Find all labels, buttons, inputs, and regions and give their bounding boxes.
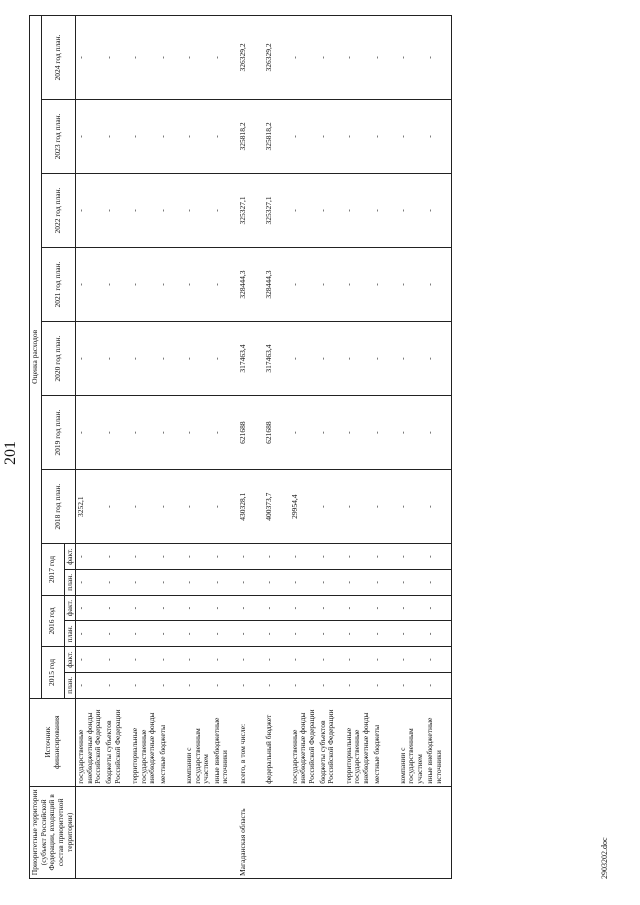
value-cell: -: [184, 16, 212, 100]
value-cell: -: [104, 544, 130, 570]
value-cell: -: [104, 672, 130, 698]
value-cell: -: [76, 621, 104, 647]
value-cell: -: [76, 173, 104, 247]
value-cell: -: [318, 470, 344, 544]
source-cell: бюджеты субъектов Российской Федерации: [104, 698, 130, 786]
value-cell: -: [212, 248, 238, 322]
value-cell: -: [184, 99, 212, 173]
value-cell: -: [372, 647, 398, 673]
table-body: [76, 16, 452, 879]
value-cell: -: [318, 621, 344, 647]
value-cell: -: [104, 99, 130, 173]
table-row: [290, 16, 318, 879]
header-year-2020: 2020 год план.: [41, 322, 76, 396]
value-cell: -: [398, 248, 426, 322]
value-cell: -: [238, 595, 264, 621]
value-cell: -: [290, 248, 318, 322]
territory-cell: [264, 786, 290, 878]
value-cell: -: [372, 322, 398, 396]
value-cell: -: [344, 595, 372, 621]
value-cell: 326329,2: [238, 16, 264, 100]
value-cell: -: [130, 647, 158, 673]
value-cell: -: [372, 621, 398, 647]
value-cell: -: [130, 672, 158, 698]
value-cell: -: [158, 621, 184, 647]
value-cell: -: [290, 595, 318, 621]
value-cell: -: [318, 99, 344, 173]
territory-cell: [318, 786, 344, 878]
value-cell: -: [290, 99, 318, 173]
value-cell: -: [104, 470, 130, 544]
value-cell: -: [290, 647, 318, 673]
header-year-2022: 2022 год план.: [41, 173, 76, 247]
header-2015-fact: факт.: [64, 647, 76, 673]
value-cell: -: [212, 621, 238, 647]
header-year-2023: 2023 год план.: [41, 99, 76, 173]
value-cell: -: [290, 544, 318, 570]
value-cell: -: [372, 470, 398, 544]
value-cell: -: [158, 173, 184, 247]
value-cell: -: [104, 396, 130, 470]
value-cell: -: [184, 396, 212, 470]
value-cell: -: [76, 595, 104, 621]
value-cell: -: [130, 173, 158, 247]
value-cell: -: [372, 672, 398, 698]
header-2017-fact: факт.: [64, 544, 76, 570]
value-cell: -: [184, 248, 212, 322]
value-cell: -: [398, 672, 426, 698]
value-cell: -: [344, 99, 372, 173]
value-cell: -: [104, 173, 130, 247]
territory-cell: [290, 786, 318, 878]
value-cell: 328444,3: [264, 248, 290, 322]
value-cell: -: [398, 173, 426, 247]
header-year-2016: 2016 год: [41, 595, 64, 647]
value-cell: -: [212, 569, 238, 595]
value-cell: 325327,1: [264, 173, 290, 247]
value-cell: -: [158, 396, 184, 470]
value-cell: -: [425, 16, 452, 100]
value-cell: -: [318, 672, 344, 698]
table-row: [130, 16, 158, 879]
value-cell: -: [290, 672, 318, 698]
value-cell: 326329,2: [264, 16, 290, 100]
value-cell: 328444,3: [238, 248, 264, 322]
source-cell: иные внебюджетные источники: [425, 698, 452, 786]
value-cell: -: [104, 647, 130, 673]
value-cell: -: [104, 322, 130, 396]
value-cell: -: [130, 569, 158, 595]
value-cell: -: [398, 396, 426, 470]
table-row: [344, 16, 372, 879]
table-row: [76, 16, 104, 879]
value-cell: -: [318, 569, 344, 595]
source-cell: всего, в том числе:: [238, 698, 264, 786]
value-cell: -: [318, 544, 344, 570]
table-row: [104, 16, 130, 879]
value-cell: -: [290, 16, 318, 100]
value-cell: -: [76, 672, 104, 698]
header-year-2024: 2024 год план.: [41, 16, 76, 100]
value-cell: -: [398, 569, 426, 595]
header-2015-plan: план.: [64, 672, 76, 698]
value-cell: -: [372, 99, 398, 173]
table-header: [30, 16, 76, 879]
value-cell: -: [425, 173, 452, 247]
value-cell: -: [130, 470, 158, 544]
territory-cell: [425, 786, 452, 878]
value-cell: -: [264, 544, 290, 570]
value-cell: -: [184, 647, 212, 673]
header-territory: Приоритетные территории (субъект Российской Федерации, входящий в состав приоритетной территории): [30, 786, 76, 878]
value-cell: 317463,4: [238, 322, 264, 396]
value-cell: -: [344, 544, 372, 570]
page-number: 201: [2, 441, 19, 465]
value-cell: -: [425, 621, 452, 647]
value-cell: -: [212, 672, 238, 698]
value-cell: -: [184, 621, 212, 647]
territory-cell: [398, 786, 426, 878]
value-cell: -: [344, 322, 372, 396]
territory-cell: [158, 786, 184, 878]
value-cell: -: [184, 672, 212, 698]
table-row: [158, 16, 184, 879]
value-cell: -: [264, 621, 290, 647]
value-cell: -: [318, 173, 344, 247]
value-cell: -: [425, 396, 452, 470]
header-estimate: Оценка расходов: [30, 16, 42, 699]
value-cell: -: [344, 470, 372, 544]
value-cell: -: [264, 647, 290, 673]
document-code: 2903202.doc: [600, 837, 609, 879]
source-cell: местные бюджеты: [372, 698, 398, 786]
value-cell: -: [344, 173, 372, 247]
territory-cell: [104, 786, 130, 878]
source-cell: территориальные государственные внебюджетные фонды: [130, 698, 158, 786]
value-cell: 400373,7: [264, 470, 290, 544]
table-row: [184, 16, 212, 879]
value-cell: -: [318, 16, 344, 100]
table-row: [212, 16, 238, 879]
value-cell: -: [398, 470, 426, 544]
table-row: [238, 16, 264, 879]
value-cell: -: [130, 595, 158, 621]
source-cell: компании с государственным участием: [398, 698, 426, 786]
table-row: [264, 16, 290, 879]
value-cell: -: [372, 569, 398, 595]
value-cell: -: [212, 16, 238, 100]
value-cell: -: [264, 569, 290, 595]
source-cell: местные бюджеты: [158, 698, 184, 786]
value-cell: 430328,1: [238, 470, 264, 544]
header-year-2015: 2015 год: [41, 647, 64, 699]
value-cell: -: [238, 647, 264, 673]
value-cell: -: [344, 672, 372, 698]
value-cell: -: [425, 544, 452, 570]
value-cell: -: [104, 595, 130, 621]
territory-cell: [130, 786, 158, 878]
value-cell: -: [104, 248, 130, 322]
territory-cell: [344, 786, 372, 878]
value-cell: -: [76, 322, 104, 396]
value-cell: -: [158, 248, 184, 322]
value-cell: -: [318, 647, 344, 673]
value-cell: -: [158, 595, 184, 621]
table-row: [372, 16, 398, 879]
value-cell: -: [372, 544, 398, 570]
source-cell: государственные внебюджетные фонды Российской Федерации: [76, 698, 104, 786]
source-cell: территориальные государственные внебюджетные фонды: [344, 698, 372, 786]
value-cell: 621688: [238, 396, 264, 470]
value-cell: -: [425, 248, 452, 322]
value-cell: -: [425, 322, 452, 396]
value-cell: -: [76, 248, 104, 322]
value-cell: -: [238, 544, 264, 570]
value-cell: -: [425, 569, 452, 595]
value-cell: -: [290, 322, 318, 396]
territory-cell: [372, 786, 398, 878]
source-cell: государственные внебюджетные фонды Российской Федерации: [290, 698, 318, 786]
value-cell: 325327,1: [238, 173, 264, 247]
value-cell: -: [130, 396, 158, 470]
value-cell: -: [372, 396, 398, 470]
value-cell: -: [158, 569, 184, 595]
value-cell: -: [76, 99, 104, 173]
value-cell: -: [212, 99, 238, 173]
territory-cell: Магаданская область: [238, 786, 264, 878]
value-cell: -: [76, 647, 104, 673]
value-cell: -: [372, 248, 398, 322]
value-cell: -: [344, 569, 372, 595]
value-cell: -: [425, 99, 452, 173]
value-cell: -: [184, 173, 212, 247]
value-cell: -: [264, 672, 290, 698]
header-year-2021: 2021 год план.: [41, 248, 76, 322]
value-cell: 325818,2: [238, 99, 264, 173]
source-cell: иные внебюджетные источники: [212, 698, 238, 786]
value-cell: -: [158, 470, 184, 544]
value-cell: -: [372, 16, 398, 100]
value-cell: -: [212, 595, 238, 621]
value-cell: 29954,4: [290, 470, 318, 544]
value-cell: -: [264, 595, 290, 621]
value-cell: -: [398, 322, 426, 396]
value-cell: -: [238, 672, 264, 698]
value-cell: -: [344, 621, 372, 647]
value-cell: -: [158, 544, 184, 570]
value-cell: -: [398, 647, 426, 673]
value-cell: -: [212, 544, 238, 570]
value-cell: -: [212, 396, 238, 470]
value-cell: -: [398, 99, 426, 173]
value-cell: -: [212, 173, 238, 247]
value-cell: -: [238, 621, 264, 647]
value-cell: -: [76, 544, 104, 570]
value-cell: -: [104, 569, 130, 595]
value-cell: -: [212, 647, 238, 673]
value-cell: -: [238, 569, 264, 595]
value-cell: -: [344, 647, 372, 673]
value-cell: -: [130, 621, 158, 647]
value-cell: -: [212, 470, 238, 544]
territory-cell: [212, 786, 238, 878]
value-cell: -: [318, 595, 344, 621]
value-cell: -: [158, 99, 184, 173]
value-cell: -: [158, 647, 184, 673]
value-cell: 325818,2: [264, 99, 290, 173]
value-cell: -: [184, 322, 212, 396]
header-year-2017: 2017 год: [41, 544, 64, 596]
territory-cell: [76, 786, 104, 878]
territory-cell: [184, 786, 212, 878]
value-cell: -: [290, 396, 318, 470]
value-cell: -: [344, 248, 372, 322]
value-cell: 621688: [264, 396, 290, 470]
value-cell: -: [130, 248, 158, 322]
value-cell: -: [212, 322, 238, 396]
header-2016-fact: факт.: [64, 595, 76, 621]
value-cell: -: [398, 544, 426, 570]
value-cell: -: [184, 544, 212, 570]
header-2017-plan: план.: [64, 569, 76, 595]
value-cell: -: [425, 595, 452, 621]
table-row: [398, 16, 426, 879]
header-2016-plan: план.: [64, 621, 76, 647]
value-cell: -: [290, 621, 318, 647]
value-cell: -: [130, 322, 158, 396]
value-cell: -: [318, 248, 344, 322]
value-cell: -: [290, 173, 318, 247]
value-cell: 3252,1: [76, 470, 104, 544]
value-cell: -: [184, 595, 212, 621]
value-cell: -: [372, 173, 398, 247]
value-cell: -: [398, 621, 426, 647]
value-cell: -: [318, 396, 344, 470]
value-cell: -: [184, 569, 212, 595]
value-cell: -: [130, 99, 158, 173]
value-cell: -: [184, 470, 212, 544]
value-cell: -: [318, 322, 344, 396]
value-cell: -: [425, 470, 452, 544]
value-cell: -: [76, 16, 104, 100]
source-cell: бюджеты субъектов Российской Федерации: [318, 698, 344, 786]
source-cell: федеральный бюджет: [264, 698, 290, 786]
header-year-2018: 2018 год план.: [41, 470, 76, 544]
expenditure-table: [29, 15, 452, 879]
value-cell: 317463,4: [264, 322, 290, 396]
value-cell: -: [372, 595, 398, 621]
source-cell: компании с государственным участием: [184, 698, 212, 786]
table-row: [318, 16, 344, 879]
header-year-2019: 2019 год план.: [41, 396, 76, 470]
value-cell: -: [425, 672, 452, 698]
value-cell: -: [398, 595, 426, 621]
table-row: [425, 16, 452, 879]
value-cell: -: [130, 16, 158, 100]
value-cell: -: [344, 396, 372, 470]
value-cell: -: [76, 396, 104, 470]
value-cell: -: [158, 16, 184, 100]
value-cell: -: [344, 16, 372, 100]
value-cell: -: [104, 16, 130, 100]
value-cell: -: [158, 322, 184, 396]
value-cell: -: [425, 647, 452, 673]
value-cell: -: [290, 569, 318, 595]
header-source: Источник финансирования: [30, 698, 76, 786]
value-cell: -: [76, 569, 104, 595]
value-cell: -: [398, 16, 426, 100]
value-cell: -: [158, 672, 184, 698]
value-cell: -: [130, 544, 158, 570]
value-cell: -: [104, 621, 130, 647]
